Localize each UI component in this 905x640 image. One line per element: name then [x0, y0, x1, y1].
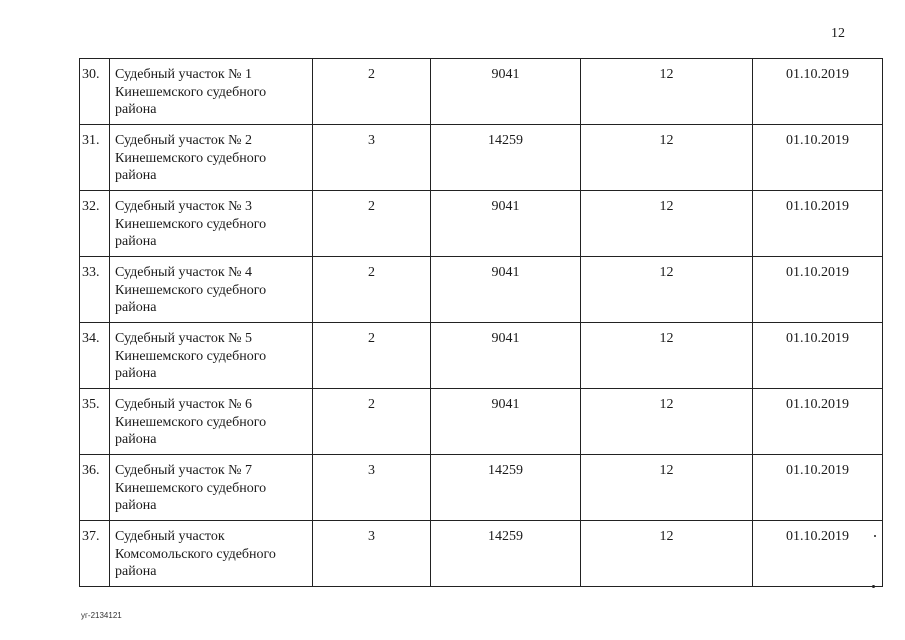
date-value: 01.10.2019 — [753, 521, 883, 587]
code-value: 14259 — [431, 125, 581, 191]
table-row — [80, 125, 883, 191]
date-value: 01.10.2019 — [753, 257, 883, 323]
court-sections-table — [79, 58, 883, 587]
row-number: 33. — [80, 257, 110, 323]
count-value: 12 — [581, 59, 753, 125]
date-value: 01.10.2019 — [753, 59, 883, 125]
court-section-name: Судебный участок № 6 Кинешемского судебного района — [110, 389, 313, 455]
code-value: 9041 — [431, 389, 581, 455]
staff-value: 2 — [313, 191, 431, 257]
document-footer-code: уг-2134121 — [81, 611, 122, 620]
date-value: 01.10.2019 — [753, 323, 883, 389]
date-value: 01.10.2019 — [753, 455, 883, 521]
staff-value: 2 — [313, 323, 431, 389]
row-number: 30. — [80, 59, 110, 125]
count-value: 12 — [581, 521, 753, 587]
table-row — [80, 191, 883, 257]
staff-value: 2 — [313, 257, 431, 323]
count-value: 12 — [581, 125, 753, 191]
court-section-name: Судебный участок № 5 Кинешемского судебного района — [110, 323, 313, 389]
row-number: 34. — [80, 323, 110, 389]
scan-speck — [874, 535, 876, 537]
court-section-name: Судебный участок № 4 Кинешемского судебного района — [110, 257, 313, 323]
court-section-name: Судебный участок № 2 Кинешемского судебного района — [110, 125, 313, 191]
row-number: 31. — [80, 125, 110, 191]
staff-value: 3 — [313, 125, 431, 191]
code-value: 14259 — [431, 521, 581, 587]
code-value: 9041 — [431, 191, 581, 257]
count-value: 12 — [581, 455, 753, 521]
date-value: 01.10.2019 — [753, 389, 883, 455]
scan-speck — [872, 585, 875, 588]
date-value: 01.10.2019 — [753, 191, 883, 257]
code-value: 9041 — [431, 59, 581, 125]
count-value: 12 — [581, 323, 753, 389]
court-section-name: Судебный участок № 7 Кинешемского судебного района — [110, 455, 313, 521]
court-section-name: Судебный участок Комсомольского судебного района — [110, 521, 313, 587]
code-value: 9041 — [431, 323, 581, 389]
code-value: 14259 — [431, 455, 581, 521]
row-number: 32. — [80, 191, 110, 257]
row-number: 36. — [80, 455, 110, 521]
page-number: 12 — [831, 26, 845, 41]
table-row — [80, 257, 883, 323]
staff-value: 2 — [313, 59, 431, 125]
table-row — [80, 455, 883, 521]
staff-value: 3 — [313, 455, 431, 521]
staff-value: 2 — [313, 389, 431, 455]
table-row — [80, 59, 883, 125]
row-number: 35. — [80, 389, 110, 455]
row-number: 37. — [80, 521, 110, 587]
court-section-name: Судебный участок № 3 Кинешемского судебного района — [110, 191, 313, 257]
code-value: 9041 — [431, 257, 581, 323]
date-value: 01.10.2019 — [753, 125, 883, 191]
table-row — [80, 521, 883, 587]
count-value: 12 — [581, 257, 753, 323]
count-value: 12 — [581, 191, 753, 257]
count-value: 12 — [581, 389, 753, 455]
table-row — [80, 323, 883, 389]
staff-value: 3 — [313, 521, 431, 587]
table-row — [80, 389, 883, 455]
court-section-name: Судебный участок № 1 Кинешемского судебного района — [110, 59, 313, 125]
